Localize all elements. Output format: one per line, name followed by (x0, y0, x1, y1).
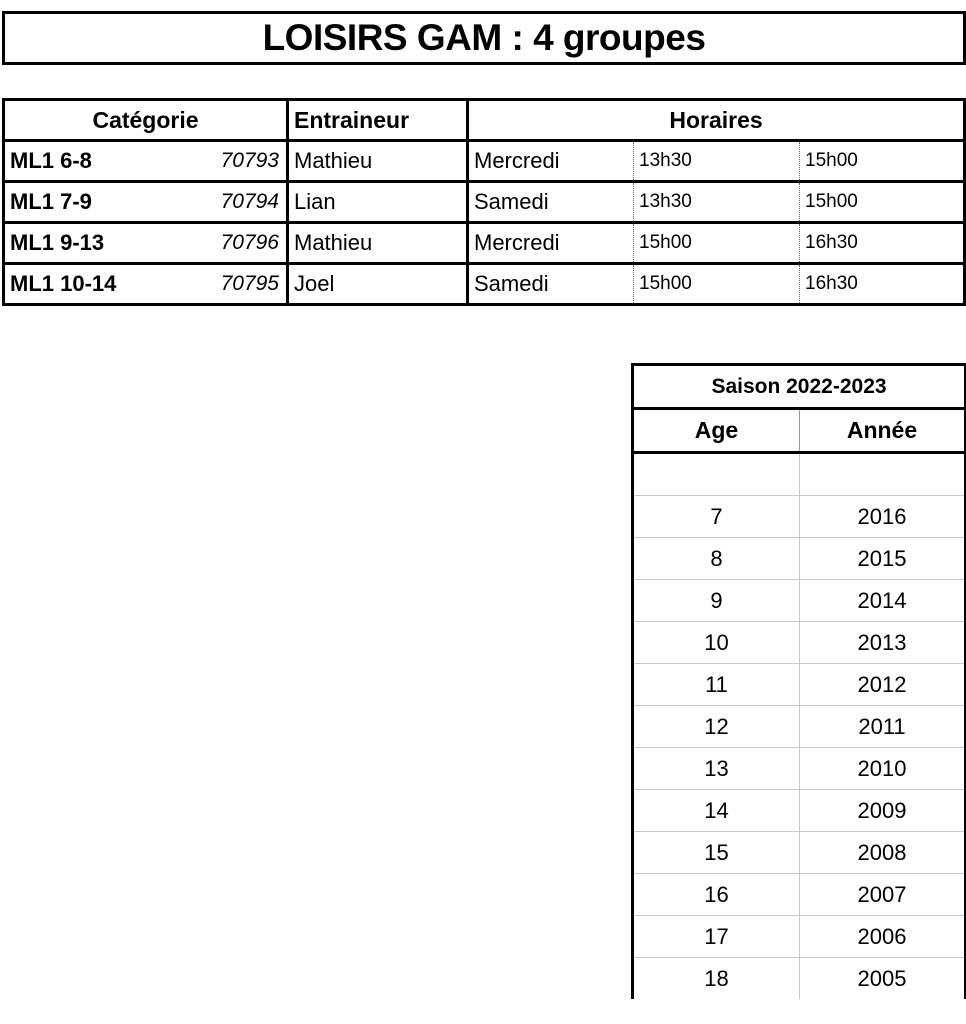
year-cell: 2008 (800, 832, 966, 874)
season-row (633, 706, 966, 748)
season-row (633, 790, 966, 832)
end-time-cell: 15h00 (800, 141, 965, 182)
schedule-row (4, 264, 965, 305)
season-row (633, 832, 966, 874)
age-cell: 13 (633, 748, 800, 790)
start-time-cell: 15h00 (634, 223, 800, 264)
age-cell: 11 (633, 664, 800, 706)
header-category: Catégorie (4, 100, 288, 141)
coach-cell: Joel (288, 264, 468, 305)
category-label: ML1 6-8 (10, 148, 92, 173)
year-cell: 2015 (800, 538, 966, 580)
day-cell: Samedi (468, 182, 634, 223)
coach-cell: Mathieu (288, 223, 468, 264)
start-time-cell: 13h30 (634, 141, 800, 182)
age-cell: 12 (633, 706, 800, 748)
season-row (633, 580, 966, 622)
schedule-row (4, 223, 965, 264)
year-cell: 2005 (800, 958, 966, 1000)
category-cell (4, 223, 288, 264)
header-coach: Entraineur (288, 100, 468, 141)
title-box (2, 11, 966, 65)
age-cell: 9 (633, 580, 800, 622)
schedule-row (4, 141, 965, 182)
group-code: 70794 (220, 190, 279, 213)
year-cell: 2016 (800, 496, 966, 538)
age-cell: 15 (633, 832, 800, 874)
end-time-cell: 16h30 (800, 223, 965, 264)
year-cell: 2006 (800, 916, 966, 958)
group-code: 70795 (220, 272, 279, 295)
age-cell: 10 (633, 622, 800, 664)
start-time-cell: 15h00 (634, 264, 800, 305)
schedule-row (4, 182, 965, 223)
age-cell: 16 (633, 874, 800, 916)
year-cell: 2009 (800, 790, 966, 832)
age-cell: 18 (633, 958, 800, 1000)
year-cell: 2012 (800, 664, 966, 706)
end-time-cell: 15h00 (800, 182, 965, 223)
season-title-row (633, 365, 966, 409)
group-code: 70793 (220, 149, 279, 172)
category-label: ML1 10-14 (10, 271, 117, 296)
category-cell (4, 182, 288, 223)
season-row (633, 874, 966, 916)
category-cell (4, 264, 288, 305)
coach-cell: Mathieu (288, 141, 468, 182)
age-cell (633, 453, 800, 496)
season-row (633, 453, 966, 496)
group-code: 70796 (220, 231, 279, 254)
season-row (633, 916, 966, 958)
coach-cell: Lian (288, 182, 468, 223)
season-row (633, 958, 966, 1000)
header-hours: Horaires (468, 100, 965, 141)
year-cell: 2011 (800, 706, 966, 748)
season-header-row (633, 409, 966, 453)
end-time-cell: 16h30 (800, 264, 965, 305)
year-cell: 2014 (800, 580, 966, 622)
year-cell: 2010 (800, 748, 966, 790)
season-title: Saison 2022-2023 (633, 365, 966, 409)
category-label: ML1 7-9 (10, 189, 92, 214)
season-row (633, 538, 966, 580)
category-cell (4, 141, 288, 182)
age-cell: 7 (633, 496, 800, 538)
age-cell: 14 (633, 790, 800, 832)
age-cell: 17 (633, 916, 800, 958)
year-cell (800, 453, 966, 496)
day-cell: Mercredi (468, 141, 634, 182)
header-age: Age (633, 409, 800, 453)
day-cell: Mercredi (468, 223, 634, 264)
year-cell: 2007 (800, 874, 966, 916)
season-row (633, 496, 966, 538)
season-row (633, 664, 966, 706)
age-cell: 8 (633, 538, 800, 580)
header-year: Année (800, 409, 966, 453)
page-title: LOISIRS GAM : 4 groupes (262, 17, 706, 58)
schedule-table (2, 98, 966, 306)
season-row (633, 622, 966, 664)
schedule-header-row (4, 100, 965, 141)
season-row (633, 748, 966, 790)
category-label: ML1 9-13 (10, 230, 105, 255)
year-cell: 2013 (800, 622, 966, 664)
start-time-cell: 13h30 (634, 182, 800, 223)
season-table (631, 363, 966, 999)
day-cell: Samedi (468, 264, 634, 305)
